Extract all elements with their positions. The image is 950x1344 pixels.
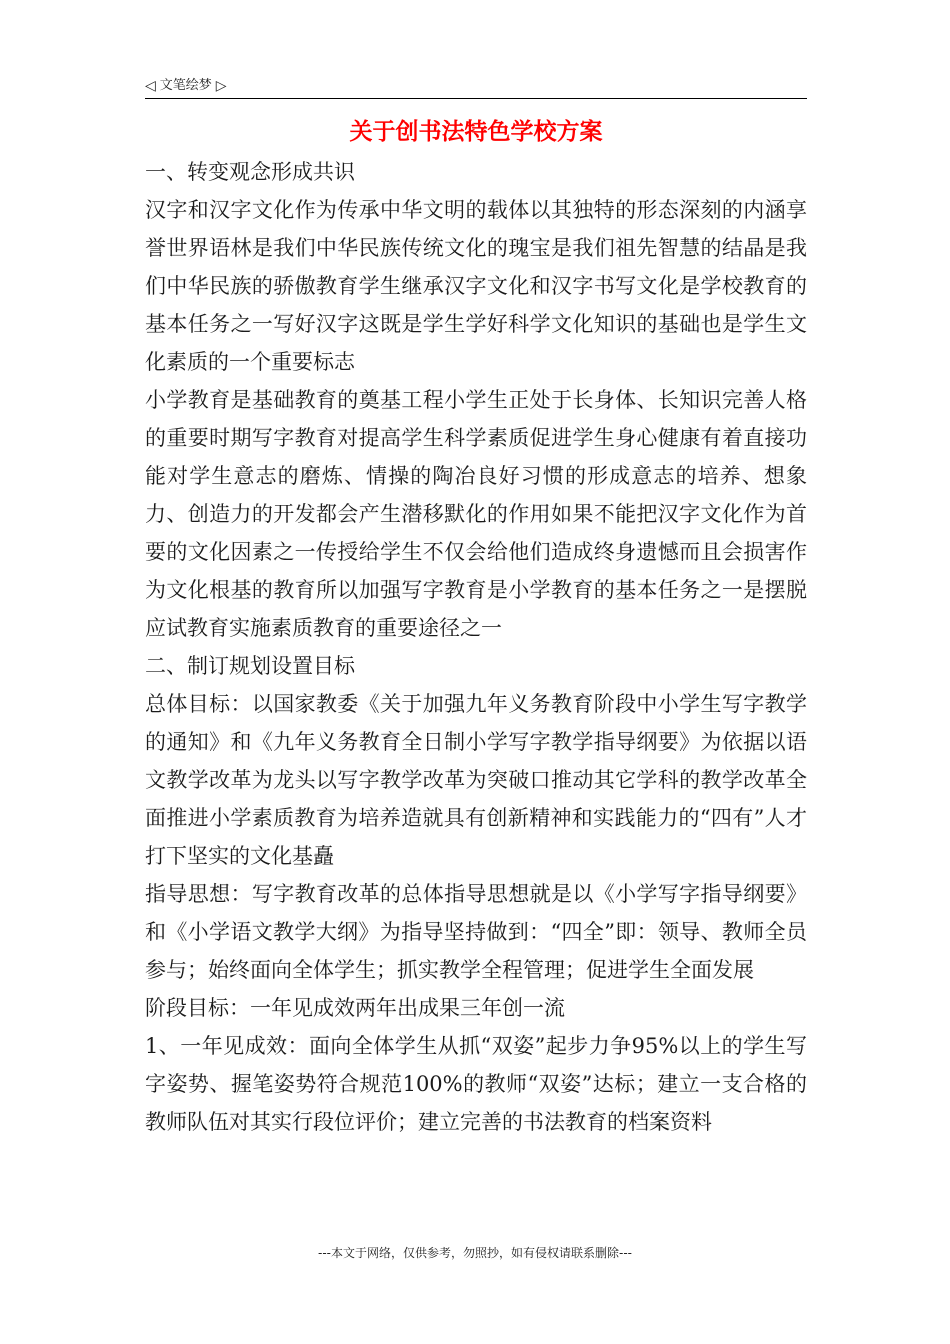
footer-notice: ---本文于网络，仅供参考，勿照抄，如有侵权请联系删除--- [318, 1246, 632, 1260]
document-body [145, 153, 807, 1141]
page-header [145, 74, 807, 99]
paragraph-3: 总体目标：以国家教委《关于加强九年义务教育阶段中小学生写字教学的通知》和《九年义务教育全日制小学写字教学指导纲要》为依据以语文教学改革为龙头以写字教学改革为突破口推动其它学科的教学改革全面推进小学素质教育为培养造就具有创新精神和实践能力的“四有”人才打下坚实的文化基矗 [145, 692, 807, 868]
paragraph-6: 1、一年见成效：面向全体学生从抓“双姿”起步力争95%以上的学生写字姿势、握笔姿势符合规范100%的教师“双姿”达标；建立一支合格的教师队伍对其实行段位评价；建立完善的书法教育的档案资料 [145, 1034, 807, 1134]
right-triangle-icon: ▷ [215, 78, 227, 94]
paragraph-4: 指导思想：写字教育改革的总体指导思想就是以《小学写字指导纲要》和《小学语文教学大纲》为指导坚持做到：“四全”即：领导、教师全员参与；始终面向全体学生；抓实教学全程管理；促进学生全面发展 [145, 882, 807, 982]
paragraph-5: 阶段目标：一年见成效两年出成果三年创一流 [145, 996, 565, 1020]
section-heading-1: 一、转变观念形成共识 [145, 160, 355, 184]
paragraph-2: 小学教育是基础教育的奠基工程小学生正处于长身体、长知识完善人格的重要时期写字教育对提高学生科学素质促进学生身心健康有着直接功能对学生意志的磨炼、情操的陶冶良好习惯的形成意志的培养、想象力、创造力的开发都会产生潜移默化的作用如果不能把汉字文化作为首要的文化因素之一传授给学生不仅会给他们造成终身遗憾而且会损害作为文化根基的教育所以加强写字教育是小学教育的基本任务之一是摆脱应试教育实施素质教育的重要途径之一 [145, 388, 807, 640]
paragraph-1: 汉字和汉字文化作为传承中华文明的载体以其独特的形态深刻的内涵享誉世界语林是我们中华民族传统文化的瑰宝是我们祖先智慧的结晶是我们中华民族的骄傲教育学生继承汉字文化和汉字书写文化是学校教育的基本任务之一写好汉字这既是学生学好科学文化知识的基础也是学生文化素质的一个重要标志 [145, 198, 807, 374]
header-brand: 文笔绘梦 [159, 78, 212, 93]
left-triangle-icon: ◁ [145, 78, 156, 94]
document-title: 关于创书法特色学校方案 [349, 119, 603, 145]
section-heading-2: 二、制订规划设置目标 [145, 654, 355, 678]
